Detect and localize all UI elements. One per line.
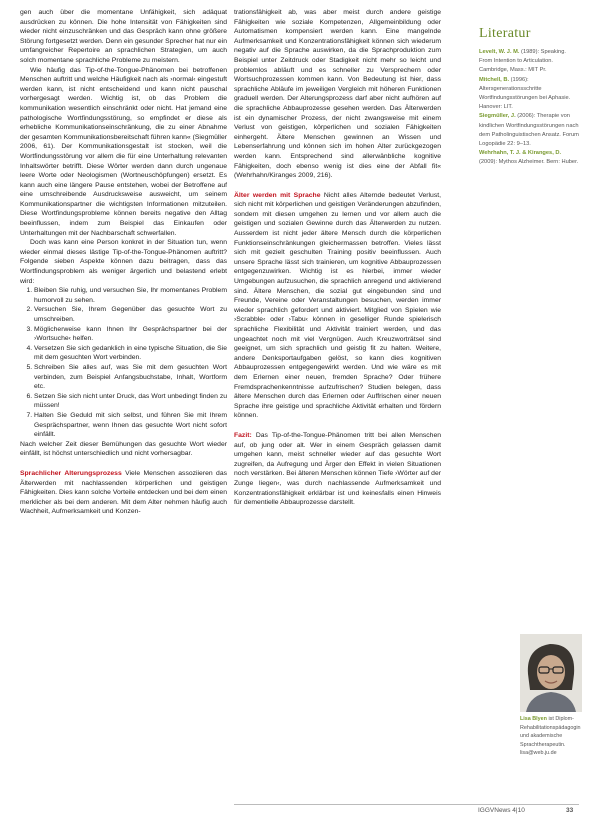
literature-author: Siegmüller, J. [479,113,516,120]
fazit-paragraph [234,431,441,508]
list-item: 4. Versetzen Sie sich gedanklich in eine typische Situation, die Sie mit dem gesuchten Wort verbinden. [34,344,227,363]
literature-author: Mitchell, B. [479,76,510,83]
fazit-text: Das Tip-of-the-Tongue-Phänomen tritt bei allen Menschen auf, ob jung oder alt. Wer in einem Gespräch gelassen damit umgehen kann, meist schneller wieder auf das gesuchte Wort zugreifen, da Aufregung und Ärger den Effekt in vielen Situationen noch verstärken. Bei älteren Menschen können Tiefe ›Wörter auf der Zunge liegen‹, was durch nachlassende Aufmerksamkeit und Konzentrationsfähigkeit erklärbar ist und keinesfalls einen Hinweis für dementielle Abbauprozesse darstellt. [234,431,442,507]
author-photo [520,634,582,712]
literature-author: Wehrhahn, T. J. & Kiranges, D. [479,150,562,157]
literature-entry [479,48,579,76]
footer-journal: IGGVNews 4|10 [478,807,525,814]
literature-entry [479,149,579,167]
list-item: 2. Versuchen Sie, Ihrem Gegenüber das gesuchte Wort zu umschreiben. [34,305,227,324]
paragraph: Nach welcher Zeit dieser Bemühungen das gesuchte Wort wieder einfällt, ist höchst unterschiedlich und nicht vorhersagbar. [20,440,227,458]
literature-text: (1989): Speaking. From Intention to Articulation. Cambridge, Mass.: MIT Pr. [479,49,566,74]
literature-text: (1996): Altersgenerationsschritte Wortfindungsstörungen bei Aphasie. Hanover: LIT. [479,76,571,111]
literature-list [479,48,579,168]
literature-title: Literatur [479,26,531,41]
author-name: Lisa Blyen [520,716,547,722]
paragraph: trationsfähigkeit ab, was aber meist durch andere geistige Fähigkeiten wie soziale Kompetenzen, Allgemeinbildung oder Automatismen kompensiert werden kann. Eine mangelnde Aufmerksamkeit und Konzentrationsfähigkeit können sich wiederum negativ auf die Sprache auswirken, da die Sprachproduktion zum Beispiel unter Zeitdruck oder Stadigkeit nicht mehr so leicht und problemlos abläuft und es schneller zu Versprechern oder Wortsuchprozessen kommen kann. Von Bedeutung ist hier, dass sprachliche Abläufe im jeweiligen Vergleich mit höheren Funktionen graduell werden. Der Alterungsprozess darf aber nicht aufhören auf die sprachliche Abbauprozesse gesehen werden. Das Älterwerden ist ein dynamischer Prozess, der nicht zwangsweise mit einem Verlust von geistigen, körperlichen und sozialen Fähigkeiten einhergeht. Ältere Menschen gewinnen an Wissen und Lebenserfahrung und können sich im hohen Alter zurückgezogen werden kann. Entsprechend sind allerwänbliche kognitive Fähigkeiten, doch ebenso wenig ist dies eine der Abfall fit« (Wehrhahn/Kiranges 2009, 216). [234,9,441,180]
section-heading: Sprachlicher Alterungsprozess [20,469,122,477]
list-item: 7. Halten Sie Geduld mit sich selbst, und führen Sie mit Ihrem Gesprächspartner, wenn Ihnen das gesuchte Wort nicht sofort einfällt. [34,411,227,440]
section-text: Viele Menschen assoziieren das Älterwerden mit nachlassenden körperlichen und geistigen Fähigkeiten. Dies kann solche Vorteile entdecken und bei dem einen merklicher als bei dem anderen. Mit dem Alter nehmen häufig auch Wachheit, Aufmerksamkeit und Konzen- [20,469,228,516]
paragraph: Doch was kann eine Person konkret in der Situation tun, wenn wieder einmal dieses lästige Tip-of-the-Tongue-Phänomen auftritt? Folgende sieben Aspekte können dazu beitragen, dass das Wortfindungsproblem als weniger ärgerlich und belastend erlebt wird: [20,239,227,285]
page-number: 33 [566,807,574,814]
author-bio: ist Diplom-Rehabilitationspädagogin und akademische Sprachtherapeutin. lisa@web.ju.de [520,716,581,757]
text-column-middle [234,8,441,508]
section-paragraph [234,191,441,421]
paragraph: Wie häufig das Tip-of-the-Tongue-Phänomen bei betroffenen Menschen auftritt und welche Häufigkeit nach als ›normal‹ eingestuft werden kann, ist nicht entscheidend und kann nicht pauschal vorhergesagt werden. Wichtig ist, ob das Problem die kommunikation wesentlich einschränkt oder nicht. Hat jemand eine pathologische Wortfindungsstörung, so empfindet er diese als erhebliche Kommunikationseinschränkung, die zu einer Abnahme der gesamten Kommunikationsbereitschaft führen kann« (Siegmüller 2006, 61). Der Kommunikationsgestalt ist stocken, weil die Wortfindungsstörung vor allem die für eine Unterhaltung relevanten Inhaltswörter betrifft. Diese Wörter werden dann durch ungenaue leere Worte oder Neologismen (Wortneuschöpfungen) ersetzt. Es kann auch eine längere Pause entstehen, wobei der Betroffene auf eine umschreibende Ausdrucksweise ausweicht, um seinem Kommunikationspartner die wichtigsten Informationen mitzuteilen. Diese Wortfindungsprobleme können bereits negative den Alltag beeinflussen, indem zum Beispiel das Einkaufen oder Unterhaltungen mit der Nachbarschaft schwerfallen. [20,66,227,237]
footer-divider [234,804,579,805]
literature-text: (2009): Mythos Alzheimer. Bern: Huber. [479,159,579,166]
fazit-heading: Fazit: [234,431,252,439]
literature-text: (2006): Therapie von kindlichen Wortfindungsstörungen nach dem Patholinguistischen Ansatz. Forum Logopädie 22: 9–13. [479,113,579,148]
literature-sidebar [479,8,579,168]
literature-author: Levelt, W. J. M. [479,49,520,55]
tips-list [20,286,227,440]
paragraph: gen auch über die momentane Unfähigkeit, sich adäquat ausdrücken zu können. Die hohe Intensität von Fähigkeiten sind wieder nicht einzuschränken und das Gespräch kann ohne größere Störung fortgesetzt werden. Denn ein gesunder Sprecher hat nur ein umfangreicher Repertoire an sprachlichen Strategien, um auch solch momentane sprachliche Probleme zu meistern. [20,9,227,64]
literature-entry [479,112,579,149]
author-portrait-image [520,634,582,712]
section-text: Nicht alles Alternde bedeutet Verlust, sich nicht mit körperlichen und geistigen Veränderungen abzufinden, sondern mit diesen umgehen zu lernen und vor allem auch die geistigen und sozialen Gewinne durch das Älterwerden zu nutzen. Ausserdem ist nicht jeder ältere Mensch durch die körperlichen Funktionseinschränkungen gleichermassen betroffen. Vieles lässt sich mit gezielt geschulten Training positiv beeinflussen. Auch unsere Sprache lässt sich trainieren, um kognitive Abbauprozessen entgegenzuwirken. Wichtig ist es hierbei, immer wieder Umgebungen aufzusuchen, die sprachlich anregend und aktivierend sind. Ältere Menschen, die sozial gut eingebunden sind und Freunde, Vereine oder Veranstaltungen besuchen, werden immer wieder sprachlich gefordert und aktiviert. Mitglied von Spielen wie ›Scrabble‹ oder ›Tabu‹ können in geselliger Runde spielerisch sprachliche Flexibilität und Aktivität trainiert werden, und das ungeachtet noch mit viel Vergnügen. Auch Kreuzworträtsel sind geeignet, um sich sprachlich und geistig fit zu halten. Weitere, andere Denksportaufgaben gelöst, so kann dies kognitiven Abbauprozessen entgegengewirkt werden. Und wie wäre es mit dem Erlernen einer neuen, fremden Sprache? Oder frühere Fremdsprachenkenntnisse aufzufrischen? Studien belegen, dass ältere Menschen durch das Erlernen oder Auffrischen einer neuen Sprache ihre geistige und sprachliche Aktivität erhalten und fördern können. [234,191,441,420]
section-heading: Älter werden mit Sprache [234,191,321,199]
list-item: 6. Setzen Sie sich nicht unter Druck, das Wort unbedingt finden zu müssen! [34,392,227,411]
literature-entry [479,76,579,113]
text-column-left [20,8,227,517]
list-item: 1. Bleiben Sie ruhig, und versuchen Sie, Ihr momentanes Problem humorvoll zu sehen. [34,286,227,305]
list-item: 5. Schreiben Sie alles auf, was Sie mit dem gesuchten Wort verbinden, zum Beispiel Anfangsbuchstabe, Inhalt, Wortform etc. [34,363,227,392]
author-caption [520,715,584,758]
list-item: 3. Möglicherweise kann Ihnen Ihr Gesprächspartner bei der ›Wortsuche‹ helfen. [34,325,227,344]
section-paragraph [20,469,227,517]
